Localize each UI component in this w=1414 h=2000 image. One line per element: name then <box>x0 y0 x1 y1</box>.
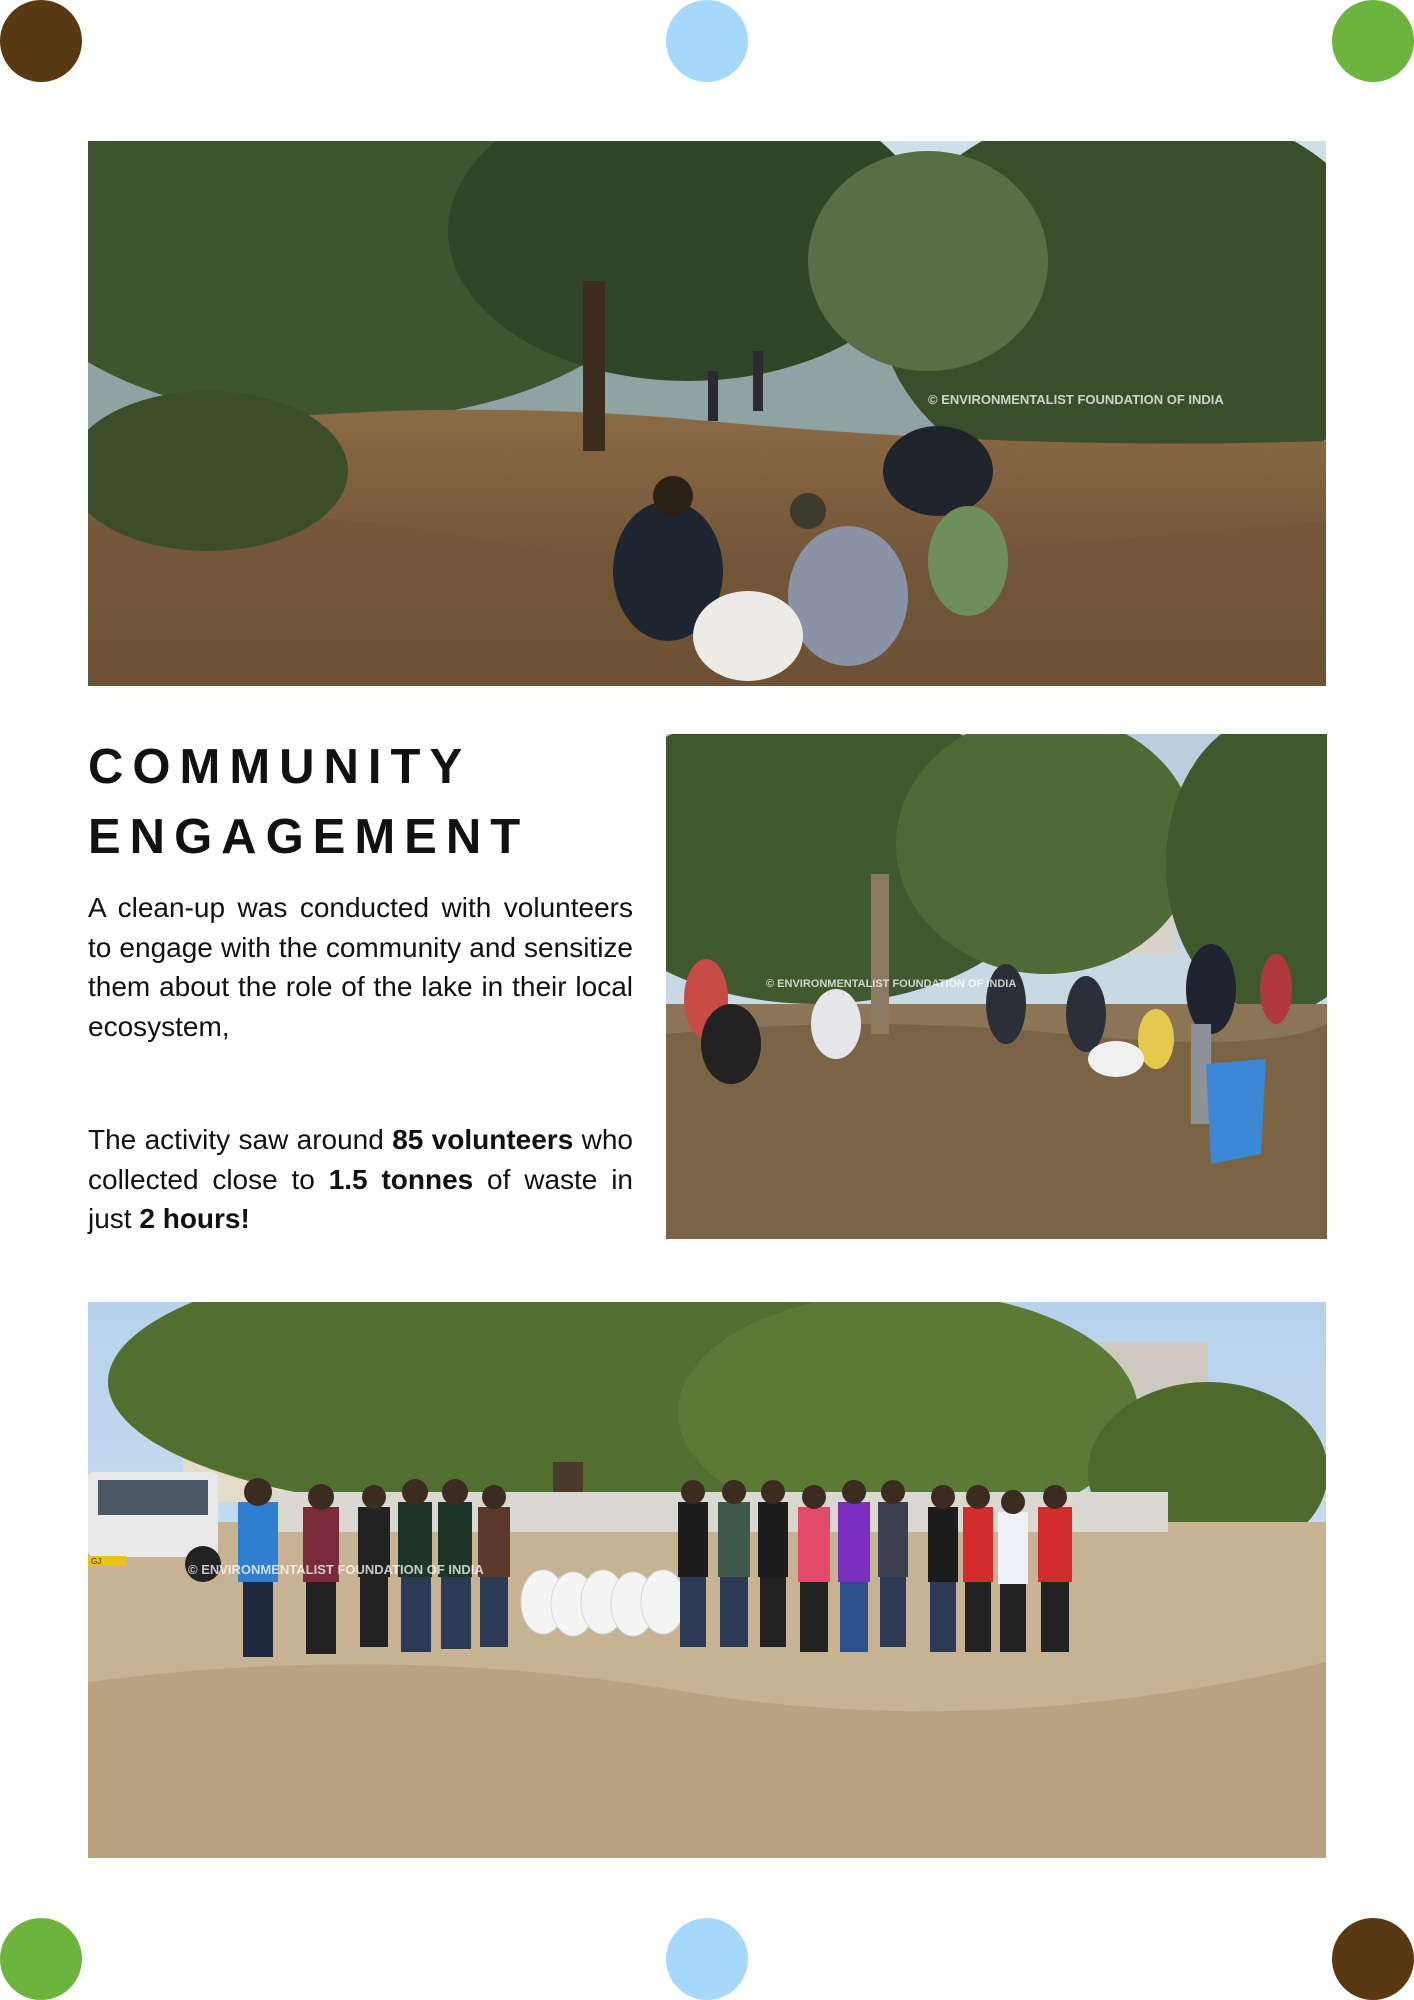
volunteers-count: 85 volunteers <box>392 1124 574 1155</box>
duration: 2 hours! <box>139 1203 250 1234</box>
photo-group-with-collected-waste <box>88 1302 1326 1858</box>
stats-text-3: of waste in just <box>88 1163 633 1234</box>
bottom-center-blue-dot <box>666 1918 748 2000</box>
stats-paragraph <box>88 1120 633 1239</box>
truck-plate-text: GJ <box>91 1557 102 1566</box>
photo3-watermark: © ENVIRONMENTALIST FOUNDATION OF INDIA <box>188 1562 484 1577</box>
photo-lakeside-cleanup <box>88 141 1326 686</box>
stats-text-2: who collected close to <box>88 1124 633 1195</box>
heading-line-1: COMMUNITY <box>88 740 472 794</box>
intro-paragraph <box>88 888 633 1046</box>
waste-amount: 1.5 tonnes <box>328 1163 474 1195</box>
stats-paragraph-text <box>88 1120 633 1239</box>
photo1-watermark: © ENVIRONMENTALIST FOUNDATION OF INDIA <box>928 392 1224 407</box>
photo2-watermark: © ENVIRONMENTALIST FOUNDATION OF INDIA <box>766 978 1017 990</box>
section-heading <box>88 732 529 872</box>
stats-text-1: The activity saw around <box>88 1124 393 1155</box>
intro-paragraph-text: A clean-up was conducted with volunteers to engage with the community and sensitize them about the role of the lake in their local ecosystem, <box>88 892 633 1042</box>
heading-line-2: ENGAGEMENT <box>88 810 530 864</box>
bottom-right-brown-dot <box>1332 1918 1414 2000</box>
top-center-blue-dot <box>666 0 748 82</box>
top-right-green-dot <box>1332 0 1414 82</box>
photo-volunteers-with-bags <box>666 734 1327 1239</box>
bottom-left-green-dot <box>0 1918 82 2000</box>
top-left-brown-dot <box>0 0 82 82</box>
